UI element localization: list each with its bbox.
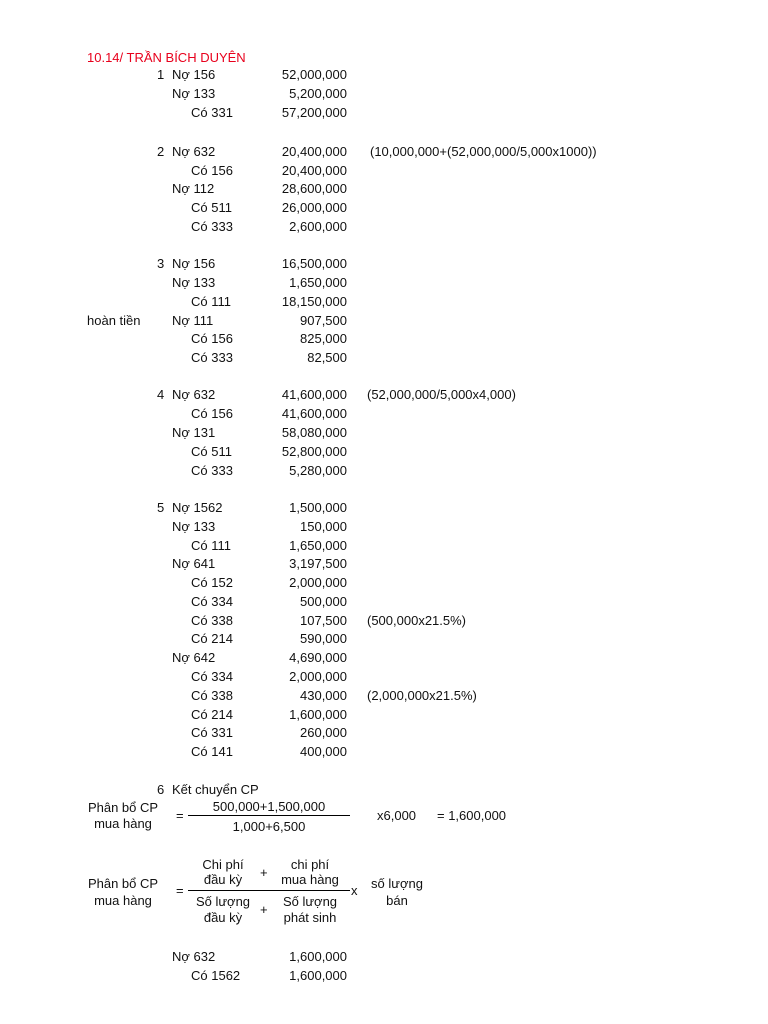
entry-account: Nợ 111 bbox=[172, 313, 214, 328]
allocation-label-line1: Phân bổ CP bbox=[87, 800, 159, 815]
entry-number: 2 bbox=[157, 144, 165, 159]
entry-account: Nợ 133 bbox=[172, 275, 216, 290]
entry-amount: 2,600,000 bbox=[289, 219, 347, 234]
entry-account: Nợ 642 bbox=[172, 650, 216, 665]
entry-account: Có 111 bbox=[191, 538, 231, 553]
formula-right-line2: bán bbox=[386, 893, 408, 908]
formula-times: x bbox=[351, 883, 358, 898]
entry-account: Nợ 131 bbox=[172, 425, 216, 440]
formula-fraction-bar bbox=[188, 890, 350, 891]
entry-account: Có 331 bbox=[191, 105, 233, 120]
entry-account: Có 141 bbox=[191, 744, 233, 759]
formula-label-line1: Phân bổ CP bbox=[87, 876, 159, 891]
entry-amount: 20,400,000 bbox=[281, 163, 347, 178]
equals-sign: = bbox=[176, 808, 184, 823]
entry-amount: 52,800,000 bbox=[281, 444, 347, 459]
numerator-a-line1: Chi phí bbox=[202, 857, 244, 872]
final-entry-amount: 1,600,000 bbox=[289, 968, 347, 983]
entry-note: (2,000,000x21.5%) bbox=[367, 688, 477, 703]
entry-amount: 3,197,500 bbox=[289, 556, 347, 571]
entry-account: Có 156 bbox=[191, 331, 233, 346]
entry-amount: 400,000 bbox=[300, 744, 347, 759]
entry-account: Nợ 641 bbox=[172, 556, 216, 571]
formula-right-line1: số lượng bbox=[371, 876, 423, 891]
entry-account: Nợ 156 bbox=[172, 256, 216, 271]
entry-amount: 26,000,000 bbox=[281, 200, 347, 215]
entry-account: Có 338 bbox=[191, 688, 233, 703]
entry-account: Nợ 632 bbox=[172, 387, 216, 402]
entry-note: (500,000x21.5%) bbox=[367, 613, 467, 628]
entry-number: 4 bbox=[157, 387, 165, 402]
entry-amount: 825,000 bbox=[300, 331, 347, 346]
entry-account: Nợ 133 bbox=[172, 86, 216, 101]
entry-amount: 52,000,000 bbox=[281, 67, 347, 82]
entry-amount: 28,600,000 bbox=[281, 181, 347, 196]
entry-account: Có 334 bbox=[191, 594, 233, 609]
entry-account: Nợ 156 bbox=[172, 67, 216, 82]
entry-amount: 1,650,000 bbox=[289, 538, 347, 553]
entry-account: Có 214 bbox=[191, 707, 233, 722]
entry-amount: 430,000 bbox=[300, 688, 347, 703]
entry-account: Có 511 bbox=[191, 444, 232, 459]
entry-account: Có 331 bbox=[191, 725, 233, 740]
entry-account: Có 511 bbox=[191, 200, 232, 215]
entry-account: Có 214 bbox=[191, 631, 233, 646]
numerator-b-line2: mua hàng bbox=[281, 872, 339, 887]
formula-equals: = bbox=[176, 883, 184, 898]
allocation-result: = 1,600,000 bbox=[437, 808, 507, 823]
entry-amount: 18,150,000 bbox=[281, 294, 347, 309]
entry-note: (52,000,000/5,000x4,000) bbox=[367, 387, 516, 402]
refund-label: hoàn tiền bbox=[87, 313, 141, 328]
entry-amount: 1,650,000 bbox=[289, 275, 347, 290]
entry-amount: 2,000,000 bbox=[289, 575, 347, 590]
entry-account: Có 333 bbox=[191, 350, 233, 365]
entry-account: Có 333 bbox=[191, 219, 233, 234]
final-entry-amount: 1,600,000 bbox=[289, 949, 347, 964]
final-entry-account: Nợ 632 bbox=[172, 949, 216, 964]
entry-amount: 4,690,000 bbox=[289, 650, 347, 665]
entry-amount: 16,500,000 bbox=[281, 256, 347, 271]
entry-amount: 1,500,000 bbox=[289, 500, 347, 515]
entry-amount: 260,000 bbox=[300, 725, 347, 740]
entry-account: Có 333 bbox=[191, 463, 233, 478]
entry-amount: 20,400,000 bbox=[281, 144, 347, 159]
entry-amount: 82,500 bbox=[307, 350, 347, 365]
entry-amount: 107,500 bbox=[300, 613, 347, 628]
entry-account: Có 334 bbox=[191, 669, 233, 684]
fraction-bar bbox=[188, 815, 350, 816]
entry-amount: 41,600,000 bbox=[281, 406, 347, 421]
allocation-label-line2: mua hàng bbox=[94, 816, 152, 831]
denominator-plus: + bbox=[260, 902, 268, 917]
denominator-b-line1: Số lượng bbox=[282, 894, 338, 909]
entry-account: Nợ 1562 bbox=[172, 500, 223, 515]
entry-amount: 57,200,000 bbox=[281, 105, 347, 120]
entry-note: (10,000,000+(52,000,000/5,000x1000)) bbox=[370, 144, 597, 159]
entry-amount: 150,000 bbox=[300, 519, 347, 534]
entry-amount: 58,080,000 bbox=[281, 425, 347, 440]
entry-amount: 5,200,000 bbox=[289, 86, 347, 101]
numerator-a-line2: đầu kỳ bbox=[203, 872, 243, 887]
entry-account: Có 111 bbox=[191, 294, 231, 309]
denominator-a-line1: Số lượng bbox=[195, 894, 251, 909]
entry-account: Nợ 632 bbox=[172, 144, 216, 159]
entry-account: Có 338 bbox=[191, 613, 233, 628]
denominator-a-line2: đầu kỳ bbox=[203, 910, 243, 925]
denominator-b-line2: phát sinh bbox=[283, 910, 337, 925]
entry-amount: 907,500 bbox=[300, 313, 347, 328]
entry-amount: 590,000 bbox=[300, 631, 347, 646]
entry-number: 3 bbox=[157, 256, 165, 271]
section6-heading: Kết chuyển CP bbox=[172, 782, 259, 797]
numerator-b-line1: chi phí bbox=[290, 857, 330, 872]
entry-amount: 41,600,000 bbox=[281, 387, 347, 402]
entry-amount: 2,000,000 bbox=[289, 669, 347, 684]
entry-account: Nợ 112 bbox=[172, 181, 215, 196]
entry-account: Có 156 bbox=[191, 406, 233, 421]
entry-amount: 500,000 bbox=[300, 594, 347, 609]
fraction-numerator: 500,000+1,500,000 bbox=[212, 799, 326, 814]
entry-number: 1 bbox=[157, 67, 165, 82]
entry-account: Có 156 bbox=[191, 163, 233, 178]
entry-amount: 5,280,000 bbox=[289, 463, 347, 478]
multiplier: x6,000 bbox=[377, 808, 417, 823]
formula-label-line2: mua hàng bbox=[94, 893, 152, 908]
fraction-denominator: 1,000+6,500 bbox=[232, 819, 306, 834]
page-title: 10.14/ TRẦN BÍCH DUYÊN bbox=[87, 50, 246, 65]
entry-account: Có 152 bbox=[191, 575, 233, 590]
numerator-plus: + bbox=[260, 865, 268, 880]
entry-number: 5 bbox=[157, 500, 165, 515]
section6-number: 6 bbox=[157, 782, 165, 797]
entry-amount: 1,600,000 bbox=[289, 707, 347, 722]
entry-account: Nợ 133 bbox=[172, 519, 216, 534]
final-entry-account: Có 1562 bbox=[191, 968, 241, 983]
